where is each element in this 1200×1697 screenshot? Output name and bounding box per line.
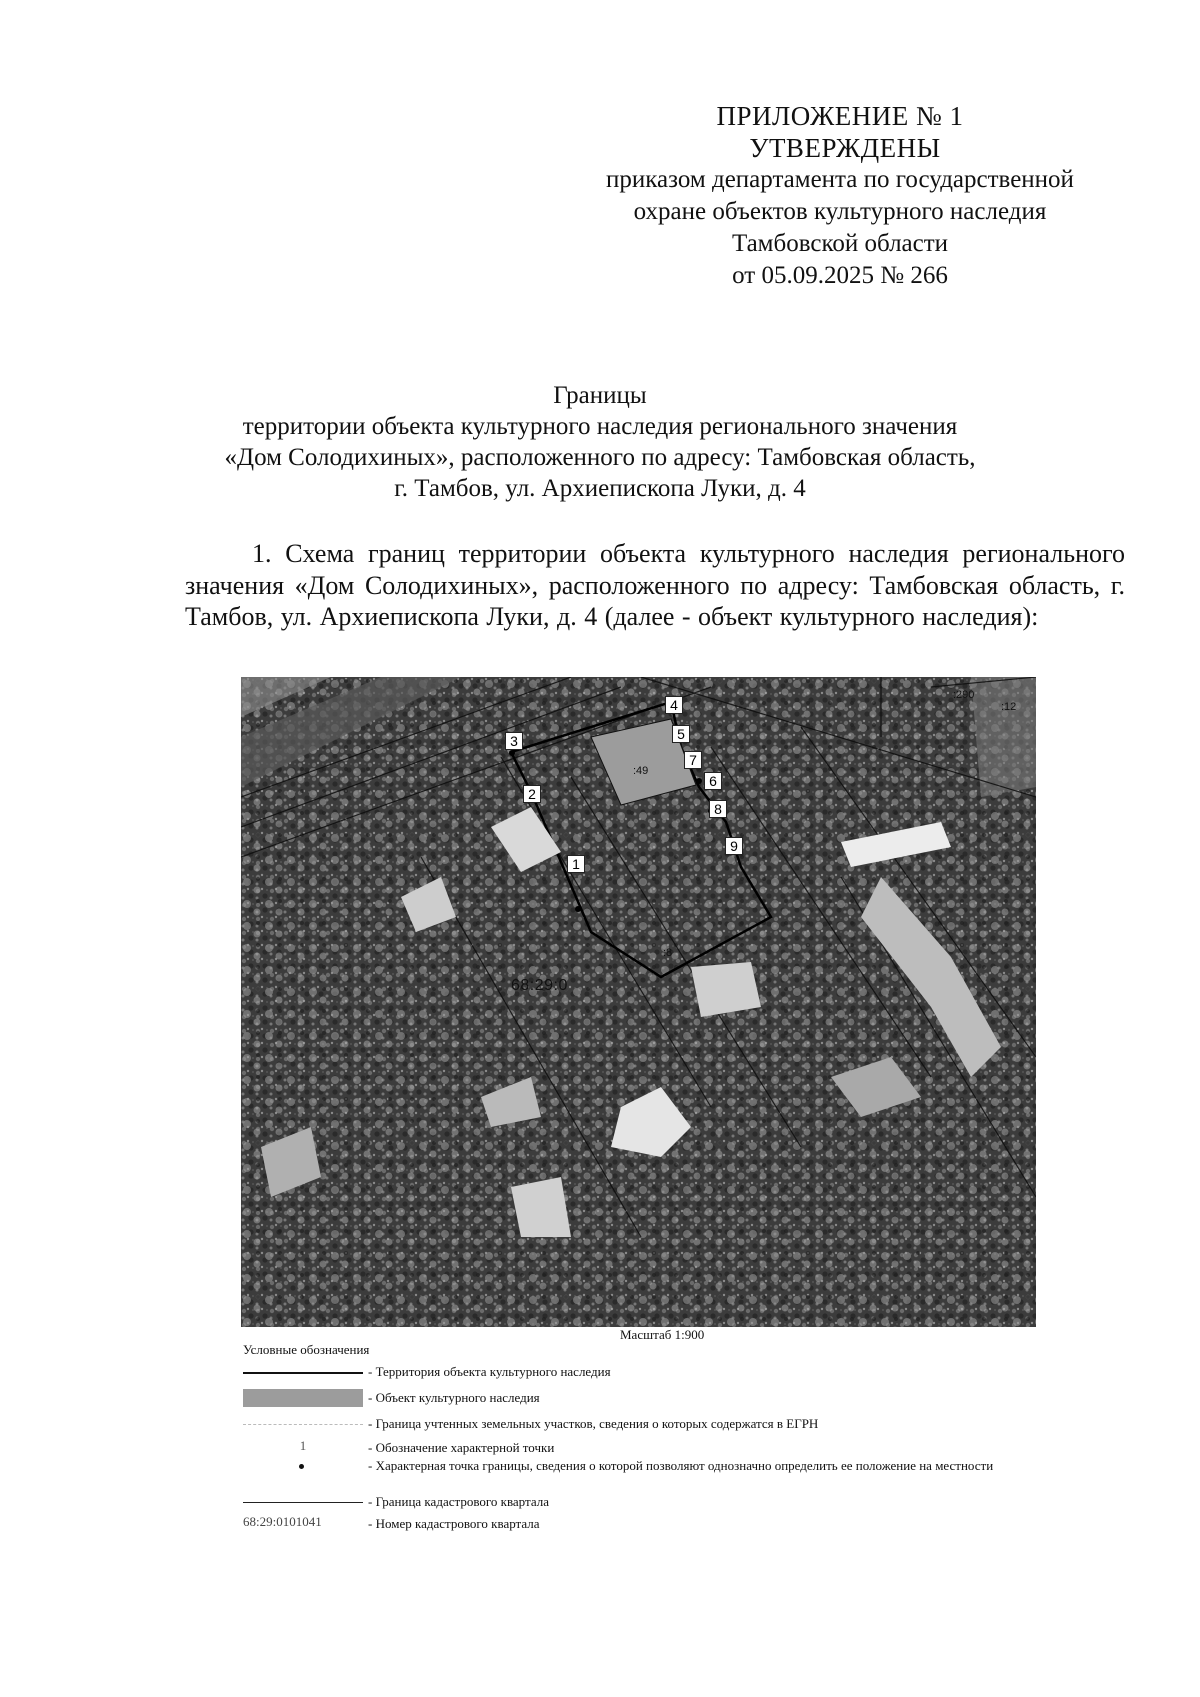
legend-title: Условные обозначения xyxy=(243,1342,370,1357)
legend-item-boundary-point xyxy=(243,1456,1103,1490)
quarter-border-symbol xyxy=(243,1502,363,1503)
point-label-5: 5 xyxy=(672,725,690,743)
approval-date: от 05.09.2025 № 266 xyxy=(732,262,948,289)
appendix-number: ПРИЛОЖЕНИЕ № 1 xyxy=(716,101,964,131)
document-title xyxy=(180,380,1020,504)
cadastral-quarter-label: 68:29:0 xyxy=(511,977,568,994)
point-label-1: 1 xyxy=(567,855,585,873)
legend-item-quarter-number xyxy=(243,1514,1103,1536)
quarter-number-symbol: 68:29:0101041 xyxy=(243,1514,322,1529)
territory-line-symbol xyxy=(243,1372,363,1374)
legend-item-territory xyxy=(243,1362,1103,1384)
point-label-3: 3 xyxy=(505,732,523,750)
point-number-symbol: 1 xyxy=(299,1438,307,1453)
legend-item-text: - Граница учтенных земельных участков, сведения о которых содержатся в ЕГРН xyxy=(368,1416,819,1431)
legend-item-text: - Территория объекта культурного наследия xyxy=(368,1364,611,1379)
parcel-label-49: :49 xyxy=(633,765,649,777)
section-1-paragraph: 1. Схема границ территории объекта культурного наследия регионального значения «Дом Солодихиных», расположенного по адресу: Тамбовская область, г. Тамбов, ул. Архиепископа Луки, д. 4 (далее - объект культурного наследия): xyxy=(185,539,1125,631)
point-label-9: 9 xyxy=(725,837,743,855)
approval-line-4: охране объектов культурного наследия xyxy=(633,198,1047,225)
parcel-label-8: :8 xyxy=(663,947,673,959)
point-label-6: 6 xyxy=(704,772,722,790)
map-scale: Масштаб 1:900 xyxy=(620,1327,705,1342)
title-line-3: «Дом Солодихиных», расположенного по адресу: Тамбовская область, xyxy=(224,444,976,471)
approval-line-5: Тамбовской области xyxy=(731,230,949,257)
title-line-1: Границы xyxy=(553,382,647,409)
point-label-7: 7 xyxy=(684,751,702,769)
heritage-fill-symbol xyxy=(243,1389,363,1407)
cadastral-map xyxy=(241,677,1036,1327)
legend-item-text: - Граница кадастрового квартала xyxy=(368,1494,549,1509)
legend-item-text: - Номер кадастрового квартала xyxy=(368,1516,540,1531)
legend-item-text: - Объект культурного наследия xyxy=(368,1390,540,1405)
parcel-border-symbol xyxy=(243,1424,363,1425)
point-label-2: 2 xyxy=(523,785,541,803)
legend-item-text: - Характерная точка границы, сведения о которой позволяют однозначно определить ее положение на местности xyxy=(368,1458,994,1473)
legend-item-parcel-border xyxy=(243,1414,1103,1436)
approval-block xyxy=(560,100,1120,292)
approval-line-3: приказом департамента по государственной xyxy=(606,166,1074,193)
point-label-8: 8 xyxy=(709,800,727,818)
legend-item-heritage-object xyxy=(243,1388,1103,1410)
title-line-2: территории объекта культурного наследия регионального значения xyxy=(242,413,958,440)
parcel-label-290: :290 xyxy=(953,689,975,701)
legend-item-text: - Обозначение характерной точки xyxy=(368,1440,555,1455)
legend-item-quarter-border xyxy=(243,1492,1103,1514)
point-label-4: 4 xyxy=(665,696,683,714)
title-line-4: г. Тамбов, ул. Архиепископа Луки, д. 4 xyxy=(394,475,806,502)
parcel-label-12: :12 xyxy=(1001,701,1017,713)
approved-label: УТВЕРЖДЕНЫ xyxy=(749,133,941,163)
